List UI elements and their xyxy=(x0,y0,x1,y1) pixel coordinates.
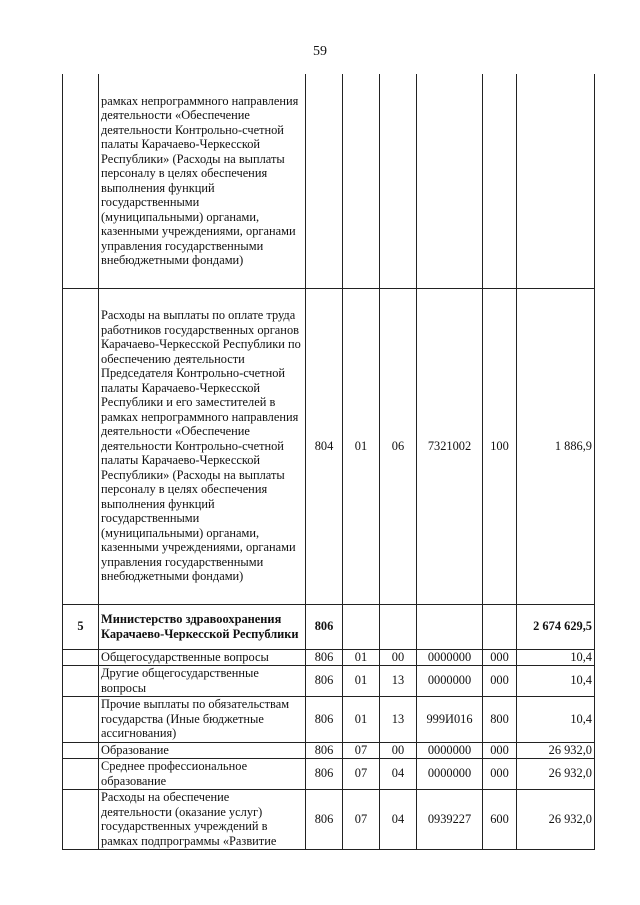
expense-type-code xyxy=(483,604,517,649)
ministry-code: 806 xyxy=(306,665,343,696)
page-number: 59 xyxy=(313,44,327,59)
section-code xyxy=(343,74,380,288)
expense-name: Расходы на обеспечение деятельности (оказание услуг) государственных учреждений в рамках подпрограммы «Развитие xyxy=(99,789,306,849)
subsection-code xyxy=(380,604,417,649)
expense-type-code: 100 xyxy=(483,288,517,604)
section-code: 01 xyxy=(343,665,380,696)
target-article-code: 0000000 xyxy=(417,649,483,665)
ministry-code: 806 xyxy=(306,742,343,758)
expense-type-code: 800 xyxy=(483,696,517,742)
table-row xyxy=(63,649,595,665)
target-article-code: 999И016 xyxy=(417,696,483,742)
subsection-code: 13 xyxy=(380,696,417,742)
row-number xyxy=(63,665,99,696)
subsection-code: 04 xyxy=(380,789,417,849)
expense-name: Другие общегосударственные вопросы xyxy=(99,665,306,696)
amount: 1 886,9 xyxy=(517,288,595,604)
ministry-code: 804 xyxy=(306,288,343,604)
target-article-code: 0000000 xyxy=(417,758,483,789)
subsection-code: 00 xyxy=(380,742,417,758)
expense-type-code: 600 xyxy=(483,789,517,849)
expense-name: Министерство здравоохранения Карачаево-Черкесской Республики xyxy=(99,604,306,649)
subsection-code: 06 xyxy=(380,288,417,604)
table-row xyxy=(63,742,595,758)
table-row xyxy=(63,604,595,649)
ministry-code: 806 xyxy=(306,758,343,789)
target-article-code: 0939227 xyxy=(417,789,483,849)
amount: 10,4 xyxy=(517,665,595,696)
section-code: 01 xyxy=(343,288,380,604)
expense-name: Образование xyxy=(99,742,306,758)
table-row xyxy=(63,74,595,288)
target-article-code: 7321002 xyxy=(417,288,483,604)
budget-table xyxy=(62,74,595,850)
section-code: 01 xyxy=(343,696,380,742)
ministry-code xyxy=(306,74,343,288)
expense-name: рамках непрограммного направления деятельности «Обеспечение деятельности Контрольно-счетной палаты Карачаево-Черкесской Республики» (Расходы на выплаты персоналу в целях обеспечения выполнения функций государственными (муниципальными) органами, казенными учреждениями, органами управления государственными внебюджетными фондами) xyxy=(99,74,306,288)
expense-type-code: 000 xyxy=(483,665,517,696)
expense-type-code xyxy=(483,74,517,288)
expense-type-code: 000 xyxy=(483,758,517,789)
target-article-code: 0000000 xyxy=(417,742,483,758)
amount: 10,4 xyxy=(517,649,595,665)
expense-name: Среднее профессиональное образование xyxy=(99,758,306,789)
table-row xyxy=(63,288,595,604)
expense-name: Прочие выплаты по обязательствам государства (Иные бюджетные ассигнования) xyxy=(99,696,306,742)
amount: 26 932,0 xyxy=(517,742,595,758)
target-article-code: 0000000 xyxy=(417,665,483,696)
amount: 2 674 629,5 xyxy=(517,604,595,649)
amount: 26 932,0 xyxy=(517,758,595,789)
row-number xyxy=(63,696,99,742)
row-number xyxy=(63,789,99,849)
target-article-code xyxy=(417,604,483,649)
subsection-code: 13 xyxy=(380,665,417,696)
ministry-code: 806 xyxy=(306,789,343,849)
ministry-code: 806 xyxy=(306,604,343,649)
row-number xyxy=(63,288,99,604)
row-number xyxy=(63,742,99,758)
ministry-code: 806 xyxy=(306,649,343,665)
section-code xyxy=(343,604,380,649)
amount: 26 932,0 xyxy=(517,789,595,849)
row-number xyxy=(63,758,99,789)
subsection-code xyxy=(380,74,417,288)
expense-type-code: 000 xyxy=(483,649,517,665)
amount xyxy=(517,74,595,288)
amount: 10,4 xyxy=(517,696,595,742)
ministry-code: 806 xyxy=(306,696,343,742)
target-article-code xyxy=(417,74,483,288)
subsection-code: 00 xyxy=(380,649,417,665)
section-code: 01 xyxy=(343,649,380,665)
table-row xyxy=(63,758,595,789)
table-row xyxy=(63,696,595,742)
section-code: 07 xyxy=(343,758,380,789)
section-code: 07 xyxy=(343,789,380,849)
table-row xyxy=(63,789,595,849)
table-row xyxy=(63,665,595,696)
expense-name: Общегосударственные вопросы xyxy=(99,649,306,665)
row-number xyxy=(63,74,99,288)
expense-type-code: 000 xyxy=(483,742,517,758)
row-number xyxy=(63,649,99,665)
row-number: 5 xyxy=(63,604,99,649)
section-code: 07 xyxy=(343,742,380,758)
expense-name: Расходы на выплаты по оплате труда работников государственных органов Карачаево-Черкесской Республики по обеспечению деятельности Председателя Контрольно-счетной палаты Карачаево-Черкесской Республики и его заместителей в рамках непрограммного направления деятельности «Обеспечение деятельности Контрольно-счетной палаты Карачаево-Черкесской Республики» (Расходы на выплаты персоналу в целях обеспечения выполнения функций государственными (муниципальными) органами, казенными учреждениями, органами управления государственными внебюджетными фондами) xyxy=(99,288,306,604)
subsection-code: 04 xyxy=(380,758,417,789)
